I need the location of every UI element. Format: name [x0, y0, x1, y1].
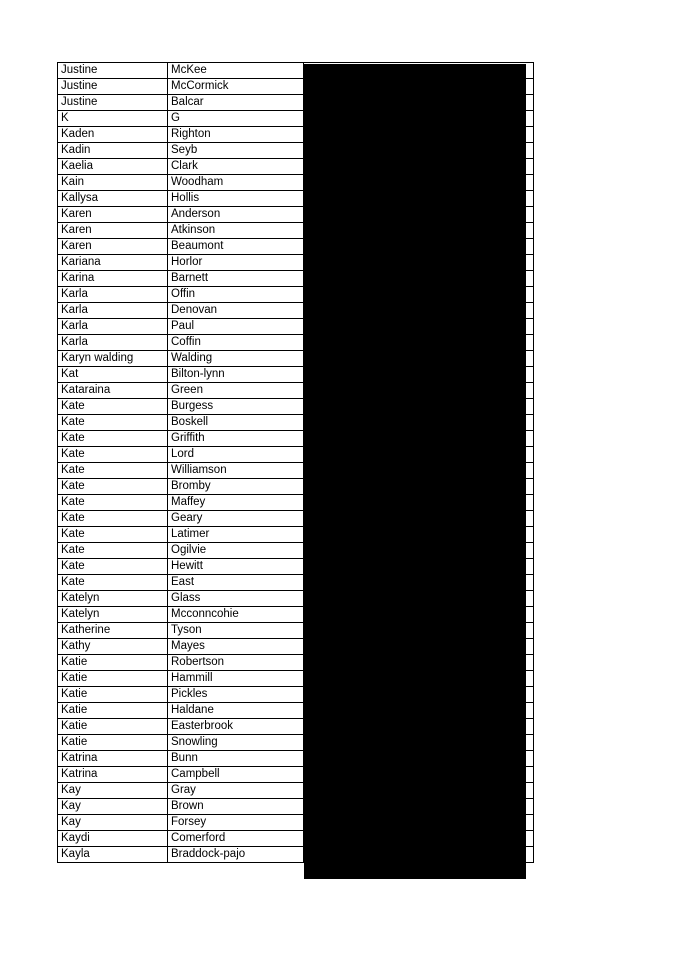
first-name-cell: Justine	[58, 63, 168, 79]
last-name-cell: Walding	[168, 351, 304, 367]
first-name-cell: K	[58, 111, 168, 127]
last-name-cell: Maffey	[168, 495, 304, 511]
last-name-cell: McCormick	[168, 79, 304, 95]
first-name-cell: Kay	[58, 815, 168, 831]
last-name-cell: Campbell	[168, 767, 304, 783]
last-name-cell: Paul	[168, 319, 304, 335]
last-name-cell: Hewitt	[168, 559, 304, 575]
first-name-cell: Katrina	[58, 767, 168, 783]
last-name-cell: Comerford	[168, 831, 304, 847]
first-name-cell: Kallysa	[58, 191, 168, 207]
first-name-cell: Kate	[58, 431, 168, 447]
last-name-cell: Robertson	[168, 655, 304, 671]
first-name-cell: Kataraina	[58, 383, 168, 399]
first-name-cell: Kate	[58, 527, 168, 543]
last-name-cell: Atkinson	[168, 223, 304, 239]
first-name-cell: Katie	[58, 703, 168, 719]
first-name-cell: Kay	[58, 799, 168, 815]
first-name-cell: Karen	[58, 207, 168, 223]
last-name-cell: Geary	[168, 511, 304, 527]
first-name-cell: Kate	[58, 479, 168, 495]
last-name-cell: Hammill	[168, 671, 304, 687]
first-name-cell: Karla	[58, 303, 168, 319]
first-name-cell: Justine	[58, 79, 168, 95]
first-name-cell: Kayla	[58, 847, 168, 863]
first-name-cell: Kadin	[58, 143, 168, 159]
last-name-cell: Tyson	[168, 623, 304, 639]
last-name-cell: Pickles	[168, 687, 304, 703]
first-name-cell: Karen	[58, 223, 168, 239]
last-name-cell: Easterbrook	[168, 719, 304, 735]
last-name-cell: Woodham	[168, 175, 304, 191]
first-name-cell: Katie	[58, 655, 168, 671]
last-name-cell: Braddock-pajo	[168, 847, 304, 863]
last-name-cell: Ogilvie	[168, 543, 304, 559]
last-name-cell: Glass	[168, 591, 304, 607]
last-name-cell: Hollis	[168, 191, 304, 207]
first-name-cell: Kate	[58, 463, 168, 479]
first-name-cell: Kay	[58, 783, 168, 799]
first-name-cell: Kathy	[58, 639, 168, 655]
last-name-cell: Denovan	[168, 303, 304, 319]
first-name-cell: Kate	[58, 495, 168, 511]
last-name-cell: Green	[168, 383, 304, 399]
last-name-cell: Barnett	[168, 271, 304, 287]
last-name-cell: Haldane	[168, 703, 304, 719]
last-name-cell: Williamson	[168, 463, 304, 479]
first-name-cell: Kaelia	[58, 159, 168, 175]
first-name-cell: Katherine	[58, 623, 168, 639]
first-name-cell: Kate	[58, 511, 168, 527]
last-name-cell: Righton	[168, 127, 304, 143]
first-name-cell: Karla	[58, 335, 168, 351]
last-name-cell: Seyb	[168, 143, 304, 159]
last-name-cell: Bilton-lynn	[168, 367, 304, 383]
last-name-cell: Horlor	[168, 255, 304, 271]
last-name-cell: East	[168, 575, 304, 591]
name-list-sheet	[57, 62, 533, 879]
redaction-block	[304, 64, 526, 879]
first-name-cell: Justine	[58, 95, 168, 111]
first-name-cell: Kaydi	[58, 831, 168, 847]
first-name-cell: Katrina	[58, 751, 168, 767]
first-name-cell: Katelyn	[58, 591, 168, 607]
last-name-cell: Bromby	[168, 479, 304, 495]
last-name-cell: Mayes	[168, 639, 304, 655]
last-name-cell: McKee	[168, 63, 304, 79]
last-name-cell: Coffin	[168, 335, 304, 351]
last-name-cell: Burgess	[168, 399, 304, 415]
first-name-cell: Kate	[58, 575, 168, 591]
first-name-cell: Kain	[58, 175, 168, 191]
first-name-cell: Karina	[58, 271, 168, 287]
first-name-cell: Katie	[58, 719, 168, 735]
last-name-cell: Forsey	[168, 815, 304, 831]
first-name-cell: Karla	[58, 287, 168, 303]
last-name-cell: Beaumont	[168, 239, 304, 255]
first-name-cell: Kariana	[58, 255, 168, 271]
last-name-cell: Griffith	[168, 431, 304, 447]
first-name-cell: Katelyn	[58, 607, 168, 623]
first-name-cell: Kate	[58, 399, 168, 415]
last-name-cell: G	[168, 111, 304, 127]
first-name-cell: Kaden	[58, 127, 168, 143]
first-name-cell: Karla	[58, 319, 168, 335]
last-name-cell: Offin	[168, 287, 304, 303]
last-name-cell: Anderson	[168, 207, 304, 223]
last-name-cell: Lord	[168, 447, 304, 463]
first-name-cell: Karen	[58, 239, 168, 255]
first-name-cell: Kate	[58, 543, 168, 559]
first-name-cell: Kate	[58, 447, 168, 463]
last-name-cell: Boskell	[168, 415, 304, 431]
last-name-cell: Clark	[168, 159, 304, 175]
first-name-cell: Kate	[58, 559, 168, 575]
first-name-cell: Kate	[58, 415, 168, 431]
first-name-cell: Katie	[58, 687, 168, 703]
first-name-cell: Katie	[58, 735, 168, 751]
last-name-cell: Latimer	[168, 527, 304, 543]
last-name-cell: Snowling	[168, 735, 304, 751]
last-name-cell: Bunn	[168, 751, 304, 767]
first-name-cell: Katie	[58, 671, 168, 687]
last-name-cell: Gray	[168, 783, 304, 799]
last-name-cell: Brown	[168, 799, 304, 815]
last-name-cell: Balcar	[168, 95, 304, 111]
first-name-cell: Kat	[58, 367, 168, 383]
first-name-cell: Karyn walding	[58, 351, 168, 367]
last-name-cell: Mcconncohie	[168, 607, 304, 623]
